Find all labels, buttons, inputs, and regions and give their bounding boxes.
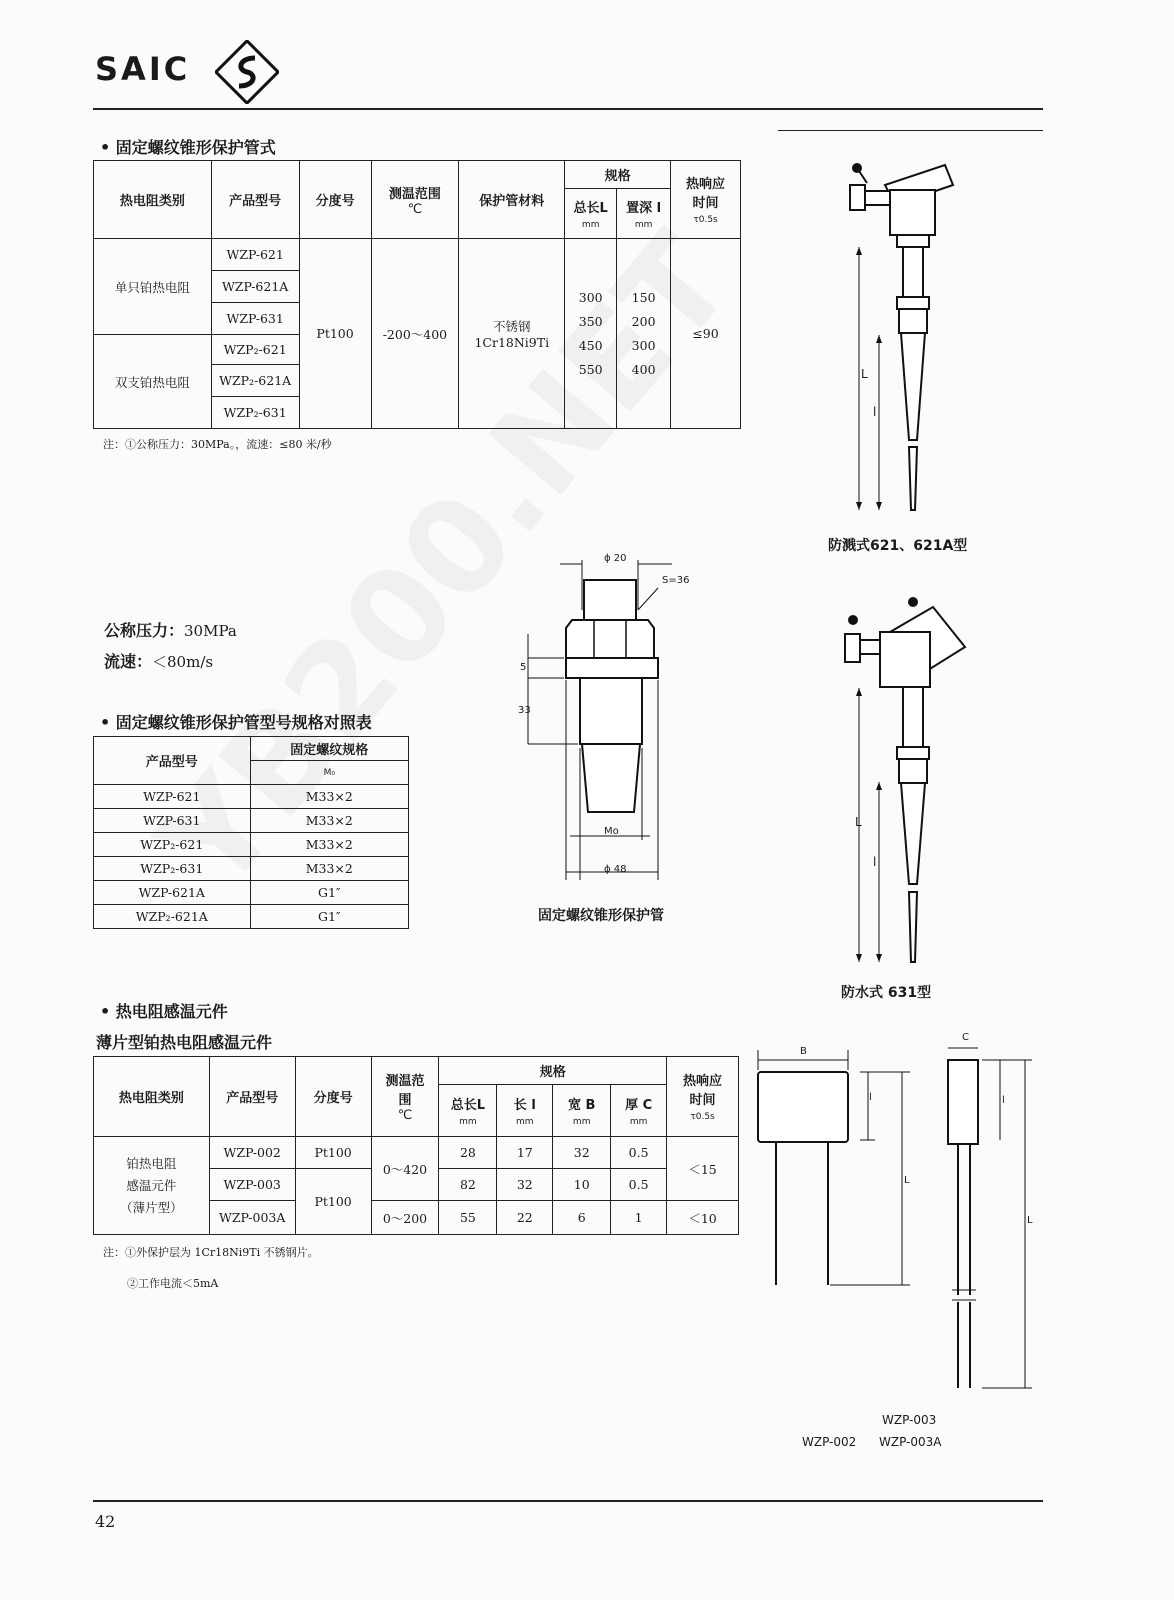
total-len-value: 550 — [578, 361, 603, 377]
saic-logo-text: SAIC — [95, 50, 191, 88]
fig4-dim-l2: l — [1002, 1095, 1005, 1106]
b-cell: 6 — [553, 1201, 611, 1235]
h-range-2: 围 — [398, 1093, 412, 1108]
h-resp-2: 时间 — [692, 196, 719, 211]
flow-value: ＜80m/s — [152, 653, 214, 671]
h-range — [371, 1057, 439, 1137]
thread-cell: M33×2 — [250, 833, 408, 857]
resp-cell: ≤90 — [671, 239, 741, 429]
material-cell — [459, 239, 565, 429]
h-type: 热电阻类别 — [94, 161, 212, 239]
sec3-table — [93, 1056, 739, 1235]
h-mm-2: mm — [634, 219, 653, 230]
model-cell: WZP-621A — [94, 881, 251, 905]
sec1-table — [93, 160, 741, 429]
h-resp — [671, 161, 741, 239]
h-mm-1: mm — [581, 219, 600, 230]
h-spec: 规格 — [439, 1057, 667, 1085]
h-mm: mm — [459, 1116, 477, 1127]
h-resp-1: 热响应 — [686, 177, 726, 192]
index-cell: Pt100 — [295, 1137, 371, 1169]
fig1-caption: 防溅式621、621A型 — [828, 538, 968, 554]
fig2-dim-L: L — [855, 815, 862, 829]
resp-cell: ＜15 — [667, 1137, 739, 1201]
sec2-table — [93, 736, 409, 929]
material-2: 1Cr18Ni9Ti — [474, 335, 550, 350]
h-model: 产品型号 — [211, 161, 299, 239]
sec1-title: • 固定螺纹锥形保护管式 — [100, 138, 276, 157]
label-wzp003a: WZP-003A — [879, 1435, 942, 1449]
fig3-dim-33: 33 — [518, 705, 531, 716]
h-total-len-text: 总长L — [450, 1097, 486, 1113]
h-tau: τ0.5s — [693, 215, 718, 225]
h-range — [371, 161, 459, 239]
h-resp — [667, 1057, 739, 1137]
h-index: 分度号 — [299, 161, 371, 239]
header-rule — [93, 108, 1043, 110]
h-tau: τ0.5s — [690, 1112, 715, 1122]
index-cell: Pt100 — [299, 239, 371, 429]
sec3-note1: 注：①外保护层为 1Cr18Ni9Ti 不锈钢片。 — [103, 1246, 319, 1259]
pressure-line — [104, 618, 237, 641]
model-cell: WZP-631 — [211, 303, 299, 335]
type-cell — [94, 1137, 210, 1235]
label-wzp002: WZP-002 — [802, 1435, 857, 1449]
model-cell: WZP₂-621A — [211, 365, 299, 397]
range-cell: 0～420 — [371, 1137, 439, 1201]
h-range-unit: ℃ — [407, 201, 423, 217]
pressure-value: 30MPa — [184, 622, 237, 640]
type-double: 双支铂热电阻 — [94, 335, 212, 429]
fig4-dim-B: B — [800, 1046, 807, 1057]
fig4-dim-L2: L — [1027, 1215, 1033, 1226]
h-width — [553, 1085, 611, 1137]
fig3-dim-d20: ϕ 20 — [604, 553, 627, 564]
h-len-l-text: 长 l — [513, 1097, 536, 1113]
c-cell: 1 — [611, 1201, 667, 1235]
h-thick-text: 厚 C — [625, 1097, 653, 1113]
h-range-unit: ℃ — [397, 1108, 413, 1123]
page-number: 42 — [95, 1512, 116, 1531]
fig3-dim-5: 5 — [520, 662, 527, 673]
c-cell: 0.5 — [611, 1169, 667, 1201]
waterproof-sensor-drawing — [835, 592, 970, 972]
saic-emblem-icon — [215, 40, 279, 104]
total-len-value: 450 — [578, 337, 603, 353]
model-cell: WZP₂-631 — [211, 397, 299, 429]
fig4-dim-C: C — [962, 1032, 969, 1043]
model-cell: WZP₂-621 — [211, 335, 299, 365]
total-cell: 55 — [439, 1201, 497, 1235]
fig3-dim-d48: ϕ 48 — [604, 864, 627, 875]
h-thread: 固定螺纹规格 — [250, 737, 408, 761]
fig2-dim-l: l — [873, 855, 877, 869]
fig3-dim-s36: S=36 — [662, 575, 690, 586]
model-cell: WZP₂-621A — [94, 905, 251, 929]
sec2-title: • 固定螺纹锥形保护管型号规格对照表 — [100, 713, 372, 732]
depth-value: 300 — [631, 337, 656, 353]
depth-value: 150 — [631, 289, 656, 305]
range-cell: 0～200 — [371, 1201, 439, 1235]
c-cell: 0.5 — [611, 1137, 667, 1169]
thread-cell: M33×2 — [250, 785, 408, 809]
side-rule — [778, 130, 1043, 131]
h-thick — [611, 1085, 667, 1137]
h-type: 热电阻类别 — [94, 1057, 210, 1137]
sec3-subtitle: 薄片型铂热电阻感温元件 — [96, 1033, 273, 1052]
thread-cell: M33×2 — [250, 857, 408, 881]
flow-line — [104, 649, 213, 672]
fig3-caption: 固定螺纹锥形保护管 — [538, 908, 664, 924]
h-mm: mm — [629, 1116, 648, 1127]
model-cell: WZP-621A — [211, 271, 299, 303]
h-mm: mm — [516, 1116, 534, 1127]
total-cell: 82 — [439, 1169, 497, 1201]
fig3-dim-mo: Mo — [604, 826, 619, 837]
model-cell: WZP₂-621 — [94, 833, 251, 857]
model-cell: WZP-003A — [209, 1201, 295, 1235]
resp-cell: ＜10 — [667, 1201, 739, 1235]
thread-cell: G1″ — [250, 881, 408, 905]
fig4-dim-l: l — [869, 1092, 872, 1103]
footer-rule — [93, 1500, 1043, 1502]
h-depth — [617, 189, 671, 239]
h-resp-1: 热响应 — [683, 1074, 723, 1089]
depth-cell — [617, 239, 671, 429]
range-cell: -200～400 — [371, 239, 459, 429]
total-len-value: 300 — [578, 289, 603, 305]
sec3-title: • 热电阻感温元件 — [100, 1002, 228, 1021]
model-cell: WZP-002 — [209, 1137, 295, 1169]
model-cell: WZP-621 — [211, 239, 299, 271]
index-cell: Pt100 — [295, 1169, 371, 1235]
h-len-l — [497, 1085, 553, 1137]
thread-cell: G1″ — [250, 905, 408, 929]
sec3-note2: ②工作电流＜5mA — [127, 1277, 219, 1290]
h-depth-text: 置深 l — [626, 200, 662, 216]
fig4-dim-L: L — [904, 1175, 910, 1186]
h-m0: M₀ — [250, 761, 408, 785]
total-len-cell — [565, 239, 617, 429]
b-cell: 32 — [553, 1137, 611, 1169]
type-single: 单只铂热电阻 — [94, 239, 212, 335]
h-mm: mm — [572, 1116, 591, 1127]
type-line: 铂热电阻 — [126, 1155, 177, 1171]
depth-value: 400 — [631, 361, 656, 377]
b-cell: 10 — [553, 1169, 611, 1201]
h-total-len — [439, 1085, 497, 1137]
fig1-dim-l: l — [873, 405, 877, 419]
thread-cell: M33×2 — [250, 809, 408, 833]
pressure-label: 公称压力： — [104, 621, 185, 640]
fig2-caption: 防水式 631型 — [841, 985, 932, 1001]
model-cell: WZP-621 — [94, 785, 251, 809]
model-cell: WZP-631 — [94, 809, 251, 833]
h-total-len-text: 总长L — [573, 200, 608, 216]
h-index: 分度号 — [295, 1057, 371, 1137]
sec1-note: 注：①公称压力：30MPa。，流速：≤80 米/秒 — [103, 438, 332, 451]
h-material: 保护管材料 — [459, 161, 565, 239]
total-len-value: 350 — [578, 313, 603, 329]
h-width-text: 宽 B — [567, 1097, 596, 1113]
type-line: （薄片型） — [120, 1199, 183, 1215]
total-cell: 28 — [439, 1137, 497, 1169]
fig1-dim-L: L — [861, 367, 868, 381]
l-cell: 17 — [497, 1137, 553, 1169]
h-resp-2: 时间 — [689, 1093, 716, 1108]
h-total-len — [565, 189, 617, 239]
l-cell: 22 — [497, 1201, 553, 1235]
thin-film-element-drawing — [750, 1040, 1050, 1400]
h-model: 产品型号 — [94, 737, 251, 785]
type-line: 感温元件 — [126, 1177, 177, 1193]
material-1: 不锈钢 — [493, 319, 531, 334]
label-wzp003: WZP-003 — [882, 1413, 937, 1427]
model-cell: WZP-003 — [209, 1169, 295, 1201]
model-cell: WZP₂-631 — [94, 857, 251, 881]
splash-proof-sensor-drawing — [835, 155, 955, 525]
h-spec: 规格 — [565, 161, 671, 189]
h-range-1: 测温范 — [385, 1074, 425, 1089]
flow-label: 流速： — [104, 652, 153, 671]
h-range-text: 测温范围 — [388, 186, 441, 202]
depth-value: 200 — [631, 313, 656, 329]
h-model: 产品型号 — [209, 1057, 295, 1137]
l-cell: 32 — [497, 1169, 553, 1201]
